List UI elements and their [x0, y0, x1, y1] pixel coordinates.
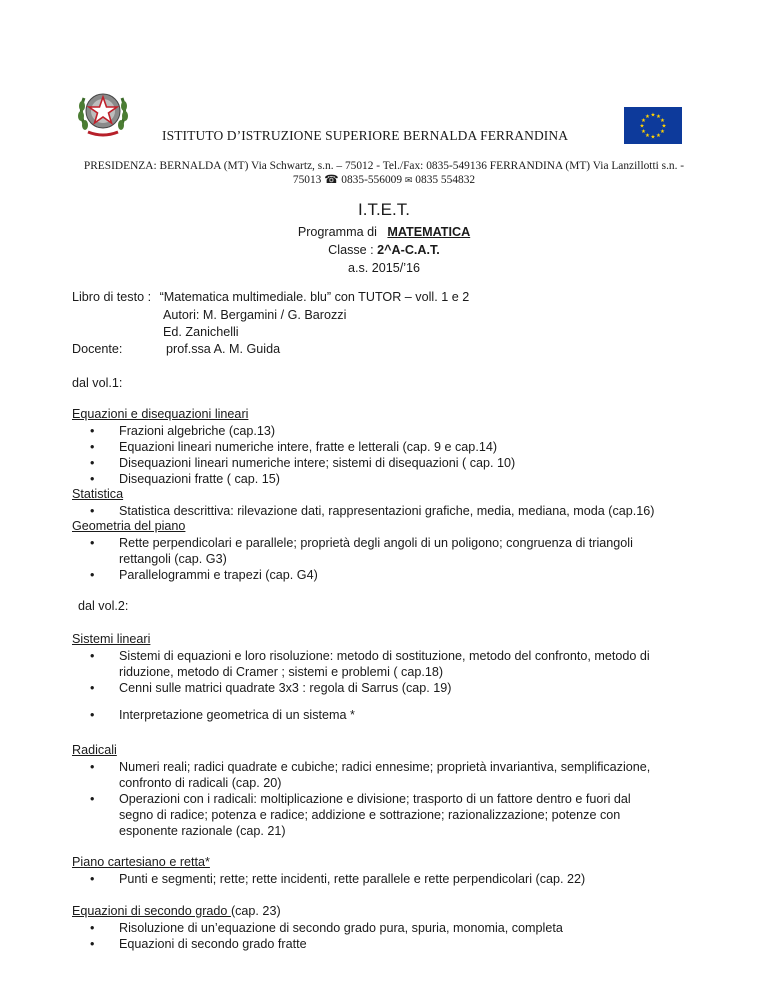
eu-star-icon: ★ — [639, 123, 645, 130]
vol2-heading: dal vol.2: — [78, 599, 129, 613]
section-list — [90, 423, 515, 487]
section-list — [90, 648, 650, 723]
list-item: • Punti e segmenti; rette; rette incidenti, rette parallele e rette perpendicolari (cap. 22) — [90, 871, 585, 887]
eu-star-icon: ★ — [656, 133, 661, 140]
textbook-value: “Matematica multimediale. blu” con TUTOR – voll. 1 e 2 — [159, 290, 470, 304]
section-title: Piano cartesiano e retta* — [72, 855, 210, 869]
list-item: • Frazioni algebriche (cap.13) — [90, 423, 515, 439]
class-name: 2^A-C.A.T. — [377, 243, 440, 257]
teacher-value: prof.ssa A. M. Guida — [166, 342, 281, 356]
list-item: • Rette perpendicolari e parallele; proprietà degli angoli di un poligono; congruenza di triangoli rettangoli (cap. G3) — [90, 535, 633, 567]
publisher: Ed. Zanichelli — [163, 325, 239, 339]
school-name: ISTITUTO D’ISTRUZIONE SUPERIORE BERNALDA FERRANDINA — [162, 128, 569, 143]
program-subject-line: Programma di MATEMATICA — [297, 225, 471, 239]
textbook-row — [72, 290, 469, 304]
address-line-2: 75013 ☎ 0835-556009 ✉ 0835 554832 — [292, 174, 476, 186]
section-list — [90, 535, 633, 583]
school-type-title: I.T.E.T. — [358, 200, 410, 219]
phone-icon: ☎ — [324, 174, 339, 186]
section-title: Radicali — [72, 743, 117, 757]
section-title: Equazioni e disequazioni lineari — [72, 407, 249, 421]
list-item: • Sistemi di equazioni e loro risoluzione: metodo di sostituzione, metodo del confronto, metodo di riduzione, metodo di Cramer ; sistemi e problemi ( cap.18) — [90, 648, 650, 680]
list-item: • Parallelogrammi e trapezi (cap. G4) — [90, 567, 633, 583]
section-title-row — [72, 904, 281, 918]
list-item: • Disequazioni fratte ( cap. 15) — [90, 471, 515, 487]
section-title: Sistemi lineari — [72, 632, 151, 646]
teacher-label: Docente: — [72, 342, 123, 356]
italian-republic-emblem-icon — [76, 84, 130, 140]
section-list — [90, 920, 563, 952]
address-line-1: PRESIDENZA: BERNALDA (MT) Via Schwartz, s.n. – 75012 - Tel./Fax: 0835-549136 FERRANDINA (MT) Via Lanzillotti s.n. - — [83, 160, 685, 172]
class-line: Classe : 2^A-C.A.T. — [328, 243, 440, 257]
school-year: a.s. 2015/’16 — [347, 261, 421, 275]
eu-star-icon: ★ — [641, 129, 646, 135]
textbook-label: Libro di testo : — [72, 290, 152, 304]
subject-title: MATEMATICA — [387, 225, 471, 239]
eu-flag-icon — [624, 107, 682, 144]
section-list — [90, 759, 650, 839]
section-title: Statistica — [72, 487, 124, 501]
eu-star-icon: ★ — [660, 118, 665, 124]
section-list — [90, 871, 585, 887]
section-list — [90, 503, 655, 519]
eu-star-icon: ★ — [641, 118, 646, 124]
list-item: • Risoluzione di un’equazione di secondo grado pura, spuria, monomia, completa — [90, 920, 563, 936]
section-title: Equazioni di secondo grado — [72, 904, 231, 918]
eu-star-icon: ★ — [656, 113, 661, 120]
eu-star-icon: ★ — [650, 134, 656, 141]
list-item: • Interpretazione geometrica di un sistema * — [90, 707, 650, 723]
list-item: • Cenni sulle matrici quadrate 3x3 : regola di Sarrus (cap. 19) — [90, 680, 650, 696]
list-item: • Statistica descrittiva: rilevazione dati, rappresentazioni grafiche, media, mediana, moda (cap.16) — [90, 503, 655, 519]
vol1-heading: dal vol.1: — [72, 376, 123, 390]
fax-icon: ✉ — [404, 175, 413, 185]
list-item: • Equazioni di secondo grado fratte — [90, 936, 563, 952]
list-item: • Disequazioni lineari numeriche intere; sistemi di disequazioni ( cap. 10) — [90, 455, 515, 471]
eu-star-icon: ★ — [645, 133, 650, 140]
section-chapter: (cap. 23) — [230, 904, 281, 918]
list-item: • Operazioni con i radicali: moltiplicazione e divisione; trasporto di un fattore dentro e fuori dal segno di radice; potenza e radice; addizione e sottrazione; razionalizzazione; potenze con esponente razionale (cap. 21) — [90, 791, 650, 839]
list-item: • Equazioni lineari numeriche intere, fratte e letterali (cap. 9 e cap.14) — [90, 439, 515, 455]
list-item: • Numeri reali; radici quadrate e cubiche; radici ennesime; proprietà invariantiva, semplificazione, confronto di radicali (cap. 20) — [90, 759, 650, 791]
eu-star-icon: ★ — [660, 129, 665, 135]
authors: Autori: M. Bergamini / G. Barozzi — [163, 308, 347, 322]
teacher-row — [72, 342, 281, 356]
section-title: Geometria del piano — [72, 519, 186, 533]
eu-star-icon: ★ — [650, 112, 656, 119]
address-block — [70, 159, 698, 187]
eu-star-icon: ★ — [661, 123, 667, 130]
eu-star-icon: ★ — [645, 113, 650, 120]
